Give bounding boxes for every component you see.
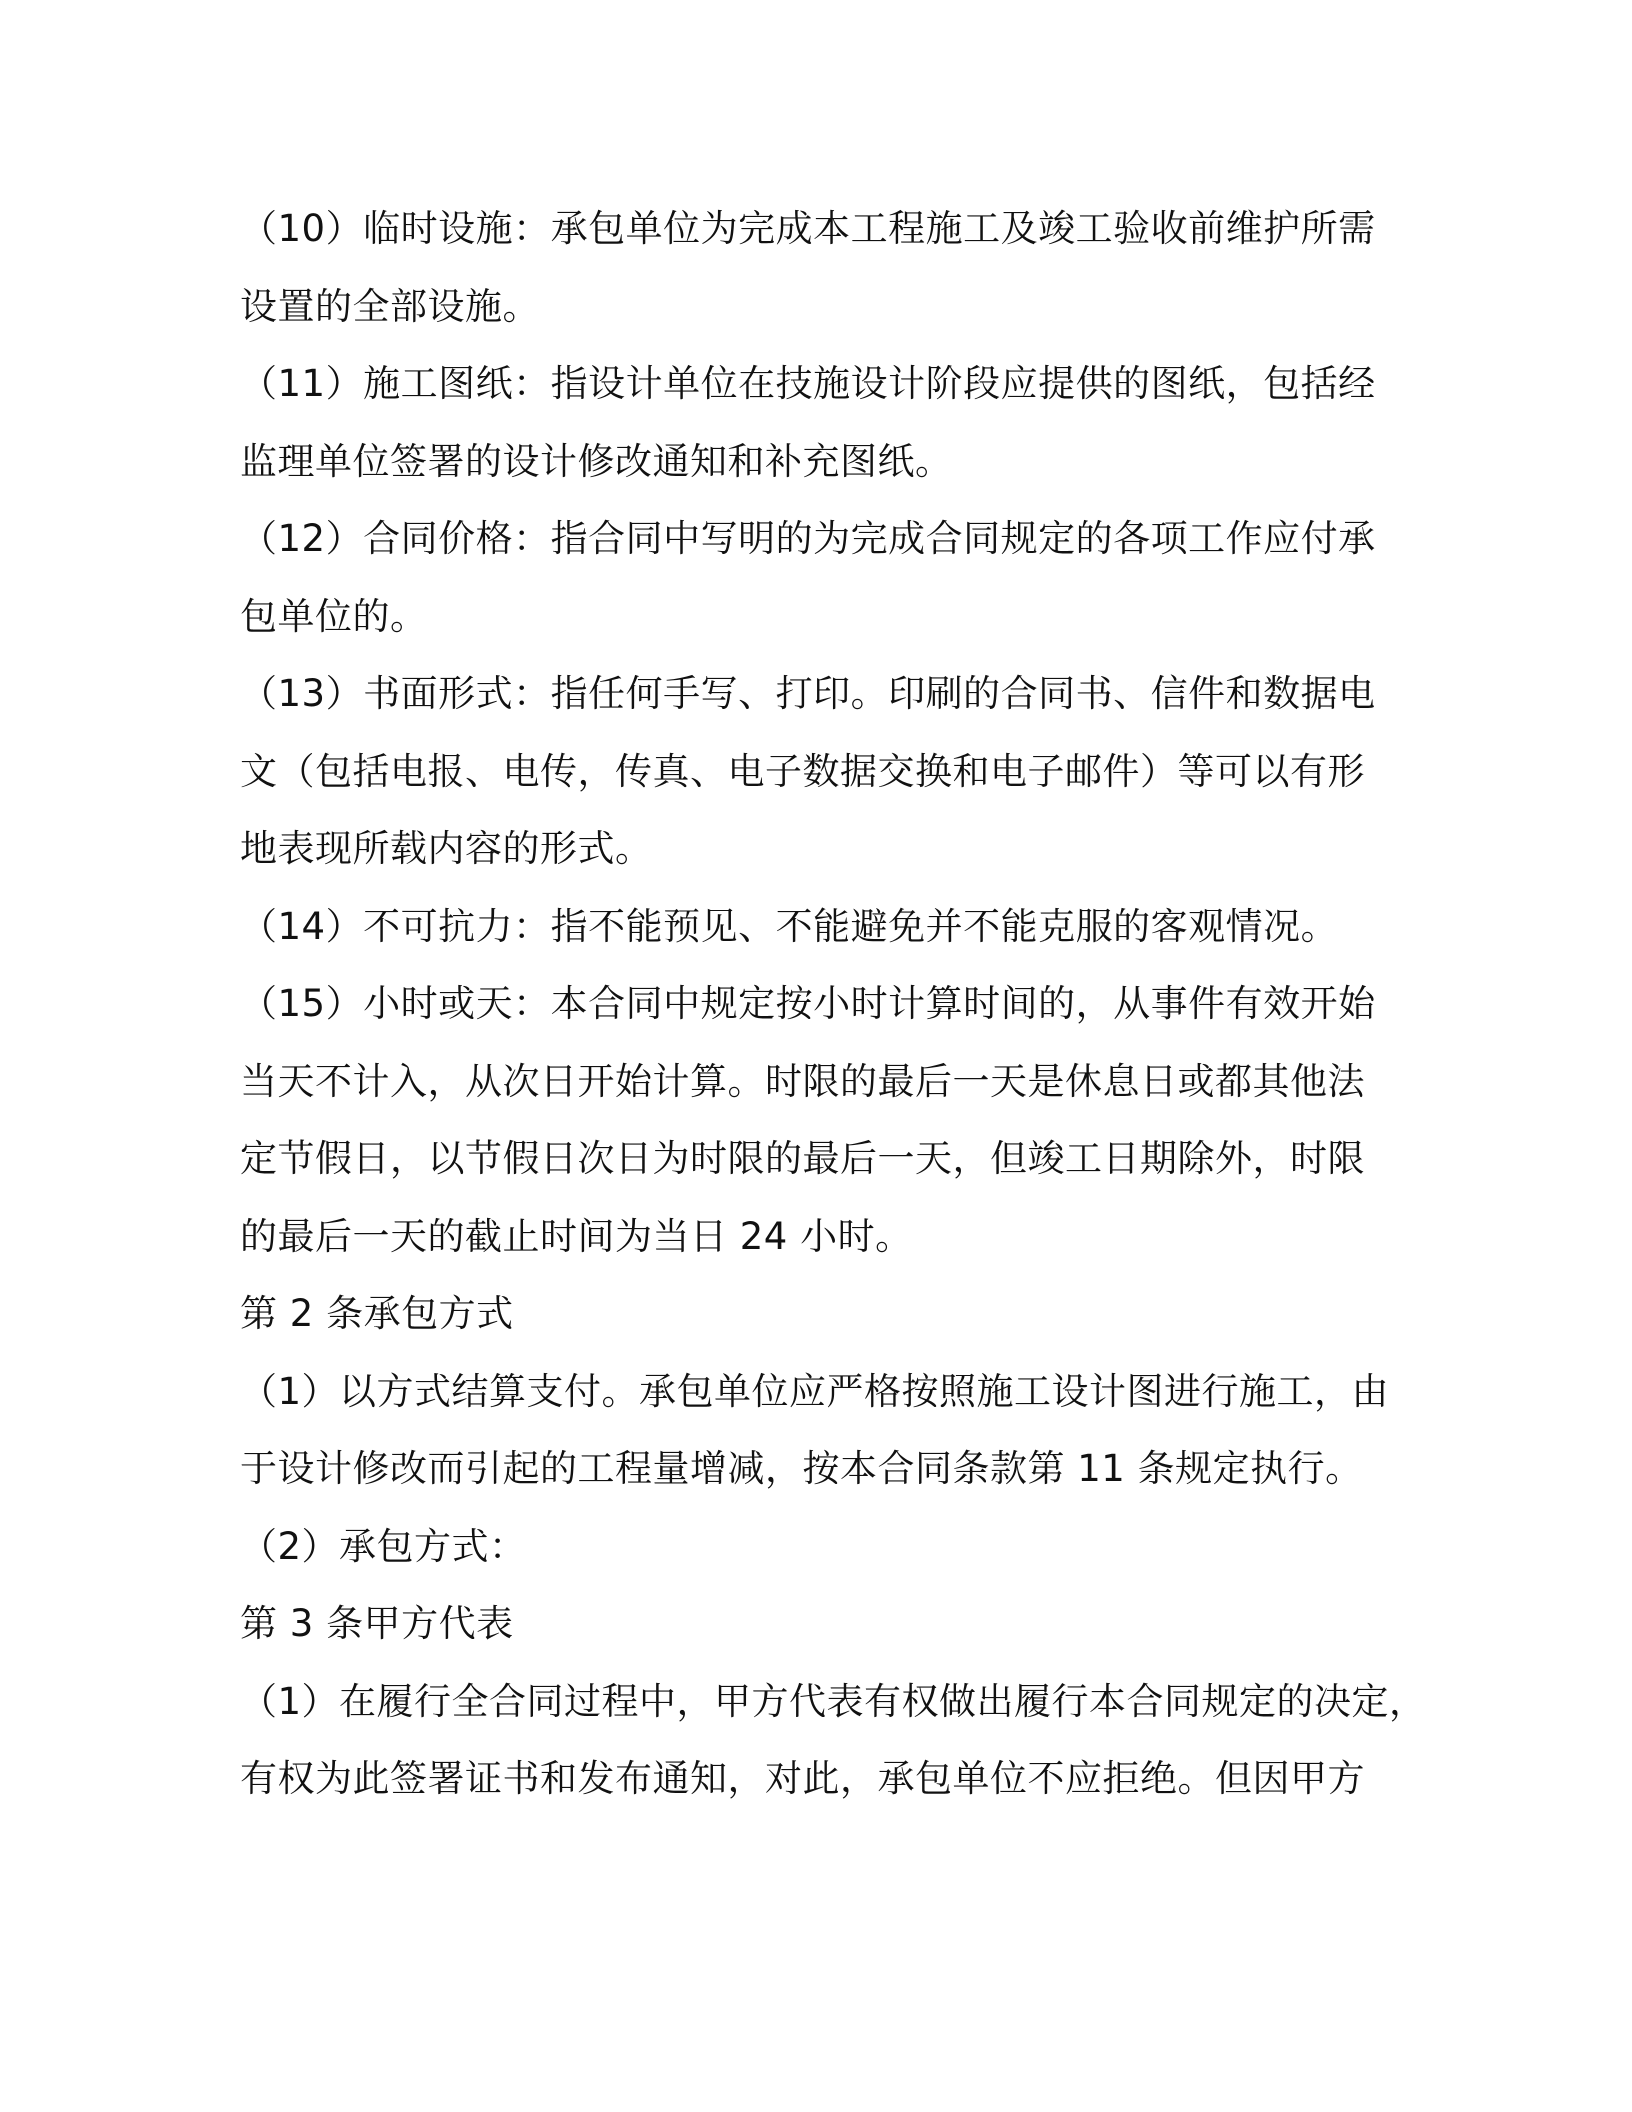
text-line: （10）临时设施：承包单位为完成本工程施工及竣工验收前维护所需 (240, 207, 1376, 250)
text-line: 包单位的。 (240, 594, 428, 638)
text-line: 的最后一天的截止时间为当日 24 小时。 (240, 1214, 913, 1258)
text-line: （1）在履行全合同过程中，甲方代表有权做出履行本合同规定的决定， (240, 1679, 1427, 1723)
text-line: （2）承包方式： (240, 1524, 527, 1568)
text-line: （14）不可抗力：指不能预见、不能避免并不能克服的客观情况。 (240, 904, 1339, 948)
text-line: 监理单位签署的设计修改通知和补充图纸。 (240, 439, 953, 483)
text-line: 文（包括电报、电传，传真、电子数据交换和电子邮件）等可以有形 (240, 749, 1365, 793)
text-line: （13）书面形式：指任何手写、打印。印刷的合同书、信件和数据电 (240, 672, 1376, 715)
text-line: 定节假日，以节假日次日为时限的最后一天，但竣工日期除外，时限 (240, 1137, 1365, 1180)
text-line: 有权为此签署证书和发布通知，对此，承包单位不应拒绝。但因甲方 (240, 1757, 1365, 1800)
text-line: 当天不计入，从次日开始计算。时限的最后一天是休息日或都其他法 (240, 1059, 1365, 1103)
text-line: （15）小时或天：本合同中规定按小时计算时间的，从事件有效开始 (240, 982, 1376, 1025)
text-line: 设置的全部设施。 (240, 284, 540, 328)
text-line: 于设计修改而引起的工程量增减，按本合同条款第 11 条规定执行。 (240, 1447, 1363, 1490)
section-heading: 第 3 条甲方代表 (240, 1602, 514, 1645)
section-heading: 第 2 条承包方式 (240, 1292, 514, 1335)
text-line: （1）以方式结算支付。承包单位应严格按照施工设计图进行施工，由 (240, 1369, 1390, 1413)
document-body (240, 190, 1427, 1818)
text-line: （12）合同价格：指合同中写明的为完成合同规定的各项工作应付承 (240, 517, 1376, 560)
text-line: （11）施工图纸：指设计单位在技施设计阶段应提供的图纸，包括经 (240, 362, 1376, 405)
text-line: 地表现所载内容的形式。 (240, 827, 653, 870)
